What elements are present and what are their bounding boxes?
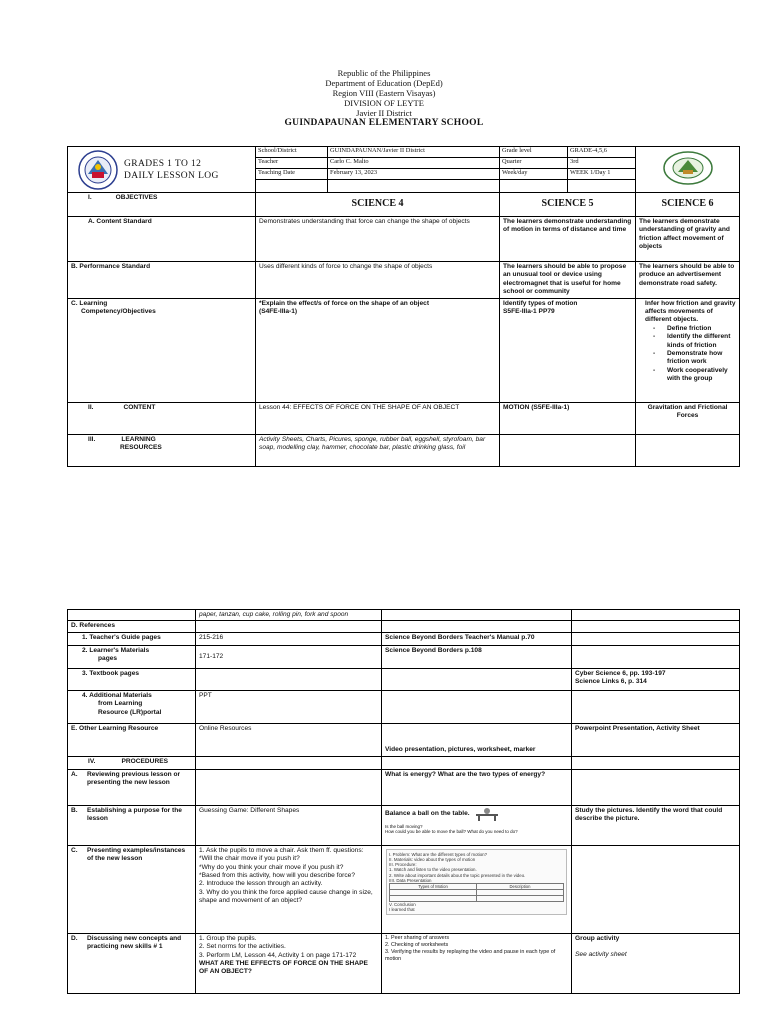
other-resources-label: E. Other Learning Resource <box>68 723 196 756</box>
lesson-log-table-top <box>67 146 740 467</box>
competency-s6-item: - Define friction <box>667 325 736 333</box>
science-6-heading: SCIENCE 6 <box>636 193 740 217</box>
reviewing-row <box>68 769 740 805</box>
performance-standard-label: B. Performance Standard <box>68 262 256 299</box>
learners-materials-row <box>68 645 740 668</box>
other-resources-s6: Powerpoint Presentation, Activity Sheet <box>572 723 740 756</box>
performance-standard-row <box>68 262 740 299</box>
other-resources-s4: Online Resources <box>196 723 382 756</box>
quarter-label: Quarter <box>500 158 568 169</box>
other-resources-row <box>68 723 740 756</box>
competency-s6-item: - Identify the different kinds of friction <box>667 333 736 350</box>
grade-label: Grade level <box>500 147 568 158</box>
school-label: School/District <box>256 147 328 158</box>
competency-row <box>68 298 740 402</box>
science-4-heading: SCIENCE 4 <box>256 193 500 217</box>
presenting-s5 <box>382 845 572 933</box>
teachers-guide-row <box>68 632 740 645</box>
other-resources-s5: Video presentation, pictures, worksheet, marker <box>382 723 572 756</box>
learners-materials-s5: Science Beyond Borders p.108 <box>382 645 572 668</box>
competency-s6-item: - Demonstrate how friction work <box>667 350 736 367</box>
reviewing-label: A. Reviewing previous lesson or presenting the new lesson <box>68 769 196 805</box>
lesson-log-table-bottom <box>67 609 740 994</box>
performance-standard-s5: The learners should be able to propose an unusual tool or device using electromagnet that is useful for home school or community <box>500 262 636 299</box>
references-label: D. References <box>68 621 196 632</box>
performance-standard-s4: Uses different kinds of force to change the shape of objects <box>256 262 500 299</box>
title-grades: GRADES 1 TO 12 <box>124 158 202 169</box>
objectives-label: I. OBJECTIVES <box>68 193 256 217</box>
content-s4: Lesson 44: EFFECTS OF FORCE ON THE SHAPE OF AN OBJECT <box>256 402 500 434</box>
date-value: February 13, 2023 <box>328 169 500 180</box>
discussing-label: D. Discussing new concepts and practicing new skills # 1 <box>68 933 196 993</box>
quarter-value: 3rd <box>568 158 636 169</box>
date-label: Teaching Date <box>256 169 328 180</box>
document-header <box>0 68 768 128</box>
learners-materials-s4: 171-172 <box>196 645 382 668</box>
content-standard-label: A. Content Standard <box>68 217 256 262</box>
content-s5: MOTION (S5FE-IIIa-1) <box>500 402 636 434</box>
teachers-guide-label: 1. Teacher's Guide pages <box>68 632 196 645</box>
additional-materials-label: 4. Additional Materials from Learning Resource (LR)portal <box>68 690 196 723</box>
discussing-s6: Group activity See activity sheet <box>572 933 740 993</box>
additional-materials-s4: PPT <box>196 690 382 723</box>
science-5-heading: SCIENCE 5 <box>500 193 636 217</box>
additional-materials-row <box>68 690 740 723</box>
reviewing-s5: What is energy? What are the two types of energy? <box>382 769 572 805</box>
procedures-label: IV. PROCEDURES <box>68 756 196 769</box>
teacher-label: Teacher <box>256 158 328 169</box>
purpose-s5-caption-2: How could you be able to move the ball? What do you need to do? <box>385 829 518 835</box>
purpose-s4: Guessing Game: Different Shapes <box>196 805 382 845</box>
week-label: Week/day <box>500 169 568 180</box>
learning-resources-label: III. LEARNING RESOURCES <box>68 434 256 466</box>
title-block <box>68 147 256 193</box>
content-label: II. CONTENT <box>68 402 256 434</box>
header-school-name: GUINDAPAUNAN ELEMENTARY SCHOOL <box>284 118 484 128</box>
learning-resources-row <box>68 434 740 466</box>
content-standard-row <box>68 217 740 262</box>
purpose-row <box>68 805 740 845</box>
purpose-s5: Balance a ball on the table. Is the ball moving? How could you be able to move the ball? What do you need to do? <box>382 805 572 845</box>
competency-s6-item: - Work cooperatively with the group <box>667 367 736 384</box>
content-standard-s4: Demonstrates understanding that force can change the shape of objects <box>256 217 500 262</box>
title-daily-lesson-log: DAILY LESSON LOG <box>124 170 219 181</box>
worksheet-thumbnail: I. Problem: What are the different types of motion? II. Materials: video about the types of motion III. Procedure: 1. Watch and listen to the video presentation. 2. Write about important details about the topic presented in the video. IIII. Data Presentation Types of Motion Description V. Conclusion I learned that <box>386 849 567 916</box>
school-value: GUINDAPAUNAN/Javier II District <box>328 147 500 158</box>
discussing-s5: 1. Peer sharing of answers 2. Checking of worksheets 3. Verifying the results by replaying the video and pause in each type of motion <box>382 933 572 993</box>
content-standard-s5: The learners demonstrate understanding of motion in terms of distance and time <box>500 217 636 262</box>
textbook-row <box>68 668 740 690</box>
learning-resources-s4: Activity Sheets, Charts, Picures, sponge, rubber ball, eggshell, styrofoam, bar soap, modelling clay, hammer, chocolate bar, plastic drinking glass, foil <box>256 434 500 466</box>
references-row <box>68 621 740 632</box>
presenting-label: C. Presenting examples/instances of the new lesson <box>68 845 196 933</box>
header-region: Region VIII (Eastern Visayas) <box>332 88 436 98</box>
textbook-s6: Cyber Science 6, pp. 193-197 Science Links 6, p. 314 <box>572 668 740 690</box>
resources-continued-row <box>68 610 740 621</box>
grade-value: GRADE-4,5,6 <box>568 147 636 158</box>
competency-s4: *Explain the effect/s of force on the shape of an object (S4FE-IIIa-1) <box>256 298 500 402</box>
presenting-s4: 1. Ask the pupils to move a chair. Ask them ff. questions: *Will the chair move if you push it? *Why do you think your chair move if you push it? *Based from this activity, how will you describe force? 2. Introduce the lesson through an activity. 3. Why do you think the force applied cause change in size, shape and movement of an object? <box>196 845 382 933</box>
teachers-guide-s5: Science Beyond Borders Teacher's Manual p.70 <box>382 632 572 645</box>
header-republic: Republic of the Philippines <box>337 68 431 78</box>
competency-label: C. Learning Competency/Objectives <box>68 298 256 402</box>
competency-s6: Infer how friction and gravity affects movements of different objects. - Define friction - Identify the different kinds of friction - Demonstrate how friction work - Work cooperatively with the group <box>636 298 740 402</box>
purpose-s5-caption-1: Is the ball moving? <box>385 823 423 829</box>
content-row <box>68 402 740 434</box>
content-s6: Gravitation and Frictional Forces <box>636 402 740 434</box>
ball-on-table-icon <box>474 807 500 821</box>
teacher-value: Carlo C. Malto <box>328 158 500 169</box>
competency-s5: Identify types of motion S5FE-IIIa-1 PP79 <box>500 298 636 402</box>
performance-standard-s6: The learners should be able to produce an advertisement demonstrate road safety. <box>636 262 740 299</box>
purpose-s6: Study the pictures. Identify the word that could describe the picture. <box>572 805 740 845</box>
learners-materials-label: 2. Learner's Materials pages <box>68 645 196 668</box>
header-division: DIVISION OF LEYTE <box>344 98 424 108</box>
division-seal-icon <box>662 150 714 186</box>
content-standard-s6: The learners demonstrate understanding of gravity and friction affect movement of objects <box>636 217 740 262</box>
deped-seal-icon <box>78 150 118 190</box>
discussing-s4: 1. Group the pupils. 2. Set norms for the activities. 3. Perform LM, Lesson 44, Activity 1 on page 171-172 WHAT ARE THE EFFECTS OF FORCE ON THE SHAPE OF AN OBJECT? <box>196 933 382 993</box>
week-value: WEEK 1/Day 1 <box>568 169 636 180</box>
division-logo-cell <box>636 147 740 193</box>
learning-resources-s4-continued: paper, tanzan, cup cake, rolling pin, fork and spoon <box>196 610 382 621</box>
header-department: Department of Education (DepEd) <box>325 78 443 88</box>
textbook-label: 3. Textbook pages <box>68 668 196 690</box>
discussing-row <box>68 933 740 993</box>
header-district: Javier II District <box>356 108 412 118</box>
presenting-row <box>68 845 740 933</box>
purpose-label: B. Establishing a purpose for the lesson <box>68 805 196 845</box>
objectives-row <box>68 193 740 217</box>
teachers-guide-s4: 215-216 <box>196 632 382 645</box>
procedures-row <box>68 756 740 769</box>
